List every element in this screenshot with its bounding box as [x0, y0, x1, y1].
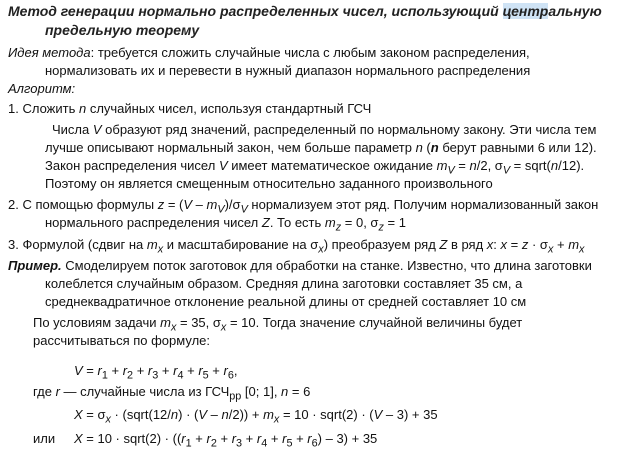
- var-m: m: [206, 197, 218, 212]
- var-n: n: [469, 158, 477, 173]
- var-n: n: [221, 407, 229, 422]
- text: По условиям задачи: [33, 315, 161, 330]
- sub-4: 4: [177, 369, 184, 382]
- sub-x: x: [547, 243, 554, 256]
- text: Смоделируем поток заготовок для обработки на станке. Известно, что длина заготовки: [61, 258, 592, 273]
- sub-x: x: [105, 413, 111, 426]
- var-r: r: [307, 431, 312, 446]
- var-V: V: [218, 158, 228, 173]
- doc-title-line2: предельную теорему: [45, 22, 200, 38]
- plus: +: [267, 431, 283, 446]
- var-z: z: [157, 197, 165, 212]
- text: Числа: [52, 122, 93, 137]
- plus: +: [191, 431, 207, 446]
- sub-V: V: [447, 164, 455, 177]
- text: = 10 · sqrt(2) · (: [279, 407, 374, 422]
- text: ) – 3) + 35: [317, 431, 378, 446]
- var-m: m: [160, 315, 171, 330]
- var-r: r: [198, 363, 203, 378]
- idea-line1: [8, 44, 530, 62]
- sub-V: V: [240, 203, 248, 216]
- sub-6: 6: [311, 437, 318, 450]
- text: · (sqrt(12/: [110, 407, 171, 422]
- sub-x: x: [273, 413, 280, 426]
- text: = 1: [383, 215, 406, 230]
- text: [0; 1],: [241, 384, 282, 399]
- text: нормализуем этот ряд. Получим нормализованный закон: [247, 197, 599, 212]
- idea-line2: нормализовать их и перевести в нужный диапазон нормального распределения: [45, 63, 531, 78]
- sub-3: 3: [236, 437, 243, 450]
- where-line: [33, 383, 310, 406]
- var-r: r: [282, 431, 287, 446]
- text: . То есть: [269, 215, 325, 230]
- plus: +: [242, 431, 257, 446]
- title-text-end: альную: [548, 3, 602, 19]
- text: случайных чисел, используя стандартный ГСЧ: [86, 101, 372, 116]
- para1-line4: Поэтому он является смещенным относительно заданного произвольного: [45, 176, 493, 191]
- var-x: x: [500, 237, 508, 252]
- var-V: V: [198, 407, 208, 422]
- sub-2: 2: [127, 369, 134, 382]
- sub-x: x: [318, 243, 324, 256]
- var-r: r: [173, 363, 178, 378]
- var-r: r: [122, 363, 128, 378]
- example-line5: рассчитываться по формуле:: [33, 333, 210, 348]
- var-r: r: [256, 431, 262, 446]
- formula-v: [74, 362, 238, 385]
- formula-x2: [74, 430, 377, 453]
- var-m: m: [568, 237, 580, 252]
- plus: +: [107, 363, 123, 378]
- text: ) преобразуем ряд: [323, 237, 440, 252]
- var-n: n: [415, 140, 423, 155]
- sub-x: x: [579, 243, 585, 256]
- step1-line: [8, 100, 371, 118]
- var-m: m: [436, 158, 448, 173]
- var-r: r: [97, 363, 102, 378]
- var-V: V: [92, 122, 102, 137]
- text: ) · (: [178, 407, 199, 422]
- sub-1: 1: [185, 437, 192, 450]
- var-V: V: [183, 197, 193, 212]
- var-m: m: [146, 237, 158, 252]
- para1-line1: [52, 121, 596, 139]
- text: =: [82, 363, 98, 378]
- sub-V: V: [217, 203, 225, 216]
- var-n: n: [550, 158, 559, 173]
- text: = 10 · sqrt(2) · ((: [82, 431, 182, 446]
- text: берут равными 6 или 12).: [438, 140, 597, 155]
- var-n: n: [78, 101, 87, 116]
- idea-text: : требуется сложить случайные числа с любым законом распределения,: [90, 45, 530, 60]
- var-r: r: [55, 384, 60, 399]
- text: = sqrt(: [510, 158, 551, 173]
- text: )/σ: [224, 197, 241, 212]
- text: = 10. Тогда значение случайной величины будет: [226, 315, 523, 330]
- var-V: V: [373, 407, 383, 422]
- text: · σ: [528, 237, 548, 252]
- var-n: n: [170, 407, 179, 422]
- idea-label: Идея метода: [8, 45, 91, 60]
- var-z: z: [521, 237, 529, 252]
- plus: +: [183, 363, 199, 378]
- text: = (: [164, 197, 184, 212]
- text: образуют ряд значений, распределенный по нормальному закону. Эти числа тем: [101, 122, 597, 137]
- sub-1: 1: [101, 369, 108, 382]
- algorithm-label: Алгоритм:: [8, 81, 76, 96]
- text: :: [493, 237, 501, 252]
- example-line2: колеблется случайным образом. Средняя длина заготовки составляет 35 см, а: [45, 276, 523, 291]
- var-r: r: [147, 363, 153, 378]
- formula-x2-or: или: [33, 431, 56, 446]
- text: =: [507, 237, 522, 252]
- var-X: X: [74, 431, 83, 446]
- var-n-bold: n: [430, 140, 439, 155]
- var-m: m: [324, 215, 336, 230]
- text: (: [422, 140, 431, 155]
- text: /2, σ: [476, 158, 503, 173]
- var-r: r: [223, 363, 228, 378]
- text: =: [454, 158, 470, 173]
- var-x: x: [486, 237, 494, 252]
- sub-V: V: [502, 164, 511, 177]
- text: — случайные числа из ГСЧ: [59, 384, 230, 399]
- var-Z: Z: [261, 215, 270, 230]
- var-r: r: [231, 431, 237, 446]
- sub-5: 5: [286, 437, 293, 450]
- text: имеет математическое ожидание: [227, 158, 437, 173]
- text: Закон распределения чисел: [45, 158, 219, 173]
- text: –: [192, 197, 207, 212]
- step2-line2: [45, 214, 406, 237]
- example-line1: [8, 257, 592, 275]
- title-text: Метод генерации нормально распределенных чисел, использующий: [8, 3, 503, 19]
- text: лучше описывают нормальный закон, чем больше параметр: [45, 140, 416, 155]
- example-line3: среднеквадратичное отклонение реальной длины от средней составляет 10 см: [45, 294, 527, 309]
- text: – 3) + 35: [382, 407, 438, 422]
- text: /12).: [558, 158, 585, 173]
- text: и масштабирование на σ: [163, 237, 319, 252]
- text: 3. Формулой (сдвиг на: [8, 237, 147, 252]
- sub-3: 3: [152, 369, 159, 382]
- text: в ряд: [447, 237, 487, 252]
- plus: +: [216, 431, 232, 446]
- title-highlighted-text: центр: [502, 3, 549, 19]
- text: = σ: [82, 407, 106, 422]
- text: ,: [233, 363, 238, 378]
- text: = 35, σ: [176, 315, 221, 330]
- sub-x: x: [220, 321, 227, 334]
- plus: +: [208, 363, 224, 378]
- text: нормального распределения чисел: [45, 215, 262, 230]
- var-Z: Z: [439, 237, 448, 252]
- text: /2)) +: [228, 407, 264, 422]
- text: 2. С помощью формулы: [8, 197, 158, 212]
- para1-line2: [45, 139, 597, 157]
- sub-z: z: [335, 221, 342, 234]
- sub-x: x: [157, 243, 164, 256]
- text: 1. Сложить: [8, 101, 79, 116]
- sub-6: 6: [227, 369, 234, 382]
- plus: +: [292, 431, 308, 446]
- step3-line: [8, 236, 584, 259]
- var-V: V: [74, 363, 83, 378]
- sub-rr: рр: [229, 390, 242, 403]
- sub-x: x: [170, 321, 177, 334]
- var-n: n: [281, 384, 289, 399]
- var-m: m: [263, 407, 274, 422]
- var-X: X: [74, 407, 83, 422]
- var-r: r: [181, 431, 186, 446]
- sub-2: 2: [210, 437, 217, 450]
- plus: +: [158, 363, 174, 378]
- plus: +: [133, 363, 148, 378]
- text: +: [553, 237, 569, 252]
- doc-title-line1: [8, 3, 602, 21]
- var-r: r: [206, 431, 211, 446]
- sub-5: 5: [202, 369, 209, 382]
- formula-x1: [74, 406, 438, 429]
- text: = 0, σ: [341, 215, 379, 230]
- text: где: [33, 384, 56, 399]
- text: –: [207, 407, 222, 422]
- example-label: Пример.: [8, 258, 62, 273]
- sub-4: 4: [261, 437, 268, 450]
- sub-z: z: [378, 221, 384, 234]
- text: = 6: [288, 384, 311, 399]
